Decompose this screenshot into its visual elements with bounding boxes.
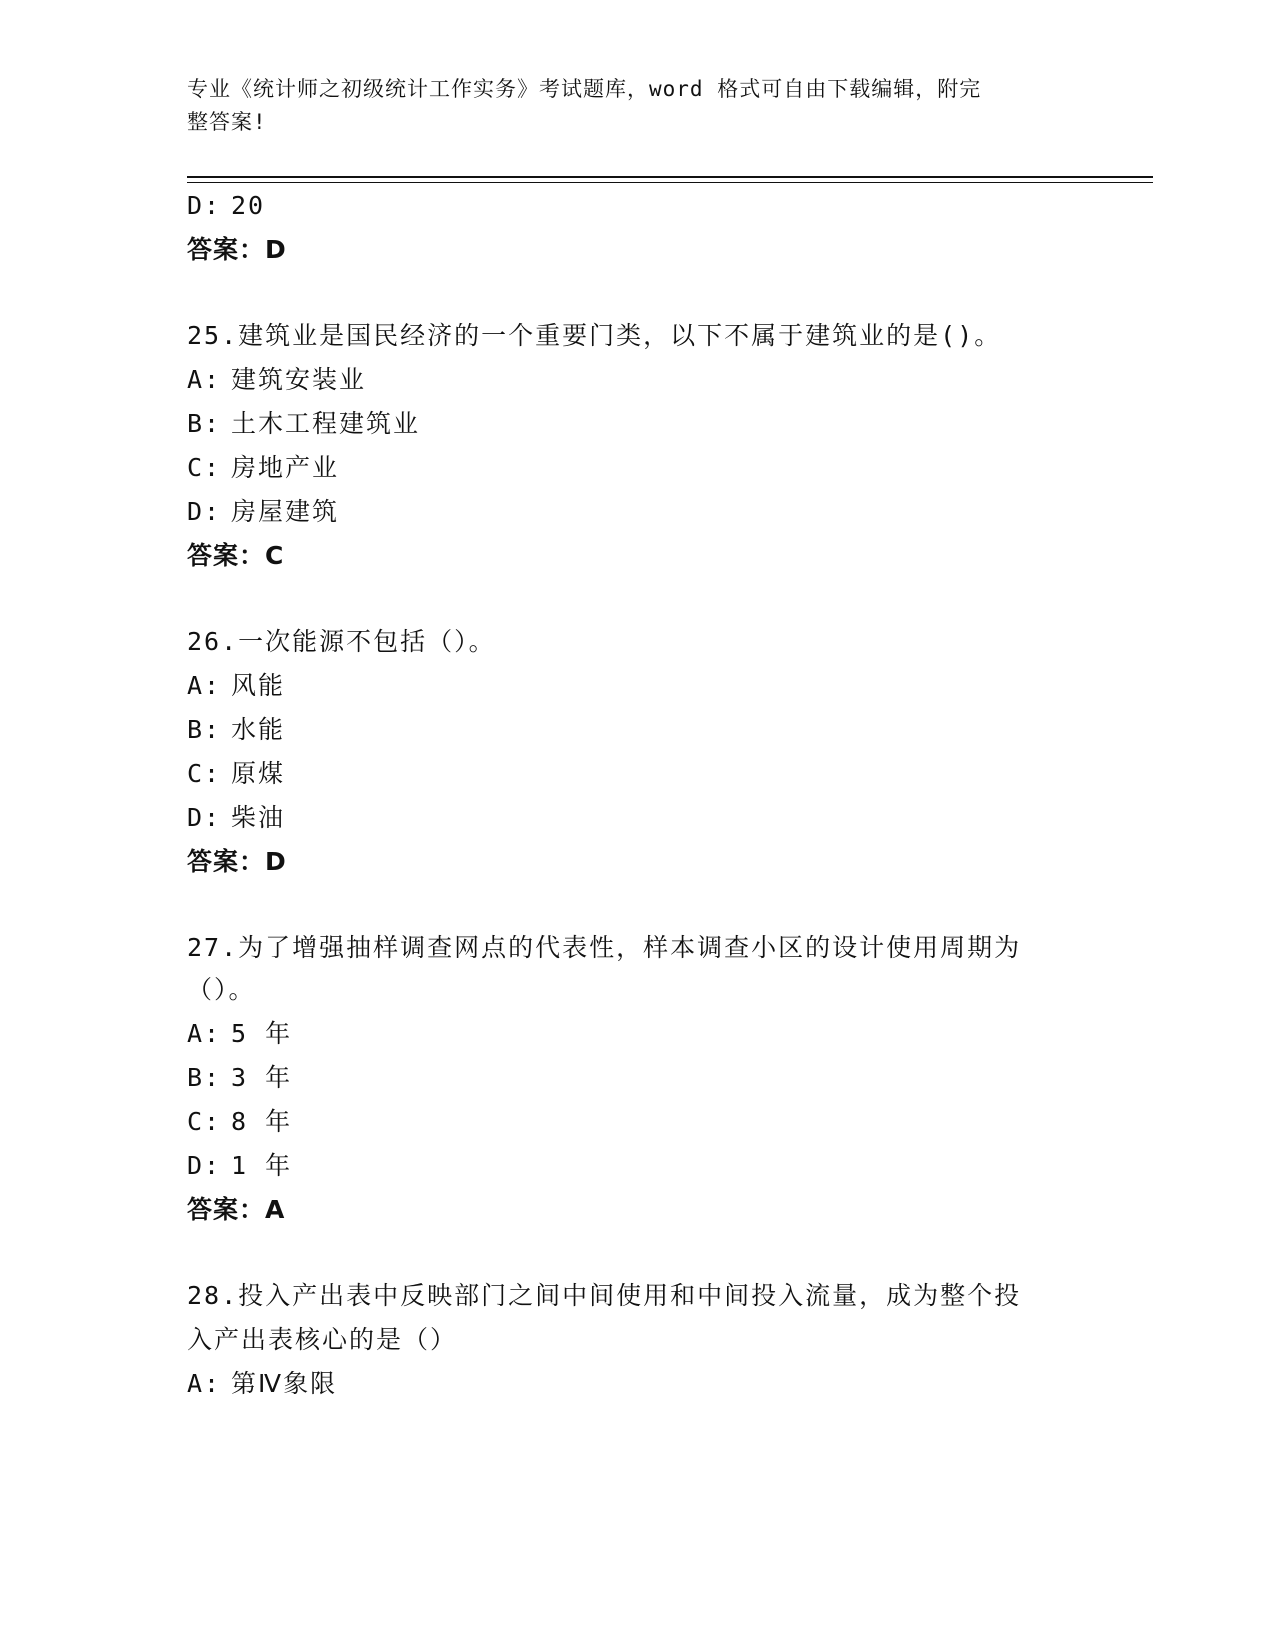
answer-value: D (265, 235, 287, 264)
option-text: 土木工程建筑业 (231, 409, 421, 438)
answer-value: A (265, 1195, 286, 1224)
answer-prefix: 答案： (187, 1195, 266, 1224)
question-26-answer (187, 844, 287, 880)
question-27-option-d (187, 1148, 292, 1184)
question-25-option-d (187, 494, 339, 530)
answer-value: D (265, 847, 287, 876)
header-divider-thick (187, 176, 1153, 178)
option-label: A: (187, 1369, 222, 1398)
carry-over-option-d (187, 188, 265, 224)
question-28-option-a (187, 1366, 337, 1402)
header-line-1: 专业《统计师之初级统计工作实务》考试题库，word 格式可自由下载编辑，附完 (187, 77, 982, 101)
question-27-stem: 27.为了增强抽样调查网点的代表性，样本调查小区的设计使用周期为 (187, 933, 1022, 962)
question-26-option-c (187, 756, 285, 792)
option-text: 1 年 (231, 1151, 293, 1180)
header-divider-thin (187, 182, 1153, 183)
option-text: 原煤 (231, 759, 286, 788)
option-text: 第Ⅳ象限 (231, 1369, 338, 1398)
answer-prefix: 答案： (187, 541, 266, 570)
option-text: 5 年 (231, 1019, 293, 1048)
question-25-option-a (187, 362, 366, 398)
option-label: D: (187, 191, 222, 220)
option-text: 建筑安装业 (231, 365, 367, 394)
question-27-option-c (187, 1104, 292, 1140)
option-text: 20 (231, 191, 266, 220)
question-26-option-a (187, 668, 285, 704)
question-27-stem-continued: （）。 (187, 975, 256, 1004)
question-26-stem: 26.一次能源不包括（）。 (187, 627, 496, 656)
question-28-stem-continued: 入产出表核心的是（） (187, 1325, 458, 1354)
answer-prefix: 答案： (187, 847, 266, 876)
option-text: 风能 (231, 671, 286, 700)
option-label: B: (187, 409, 222, 438)
header-line-2: 整答案! (187, 110, 267, 134)
option-label: C: (187, 759, 222, 788)
question-27-answer (187, 1192, 285, 1228)
question-25-option-b (187, 406, 420, 442)
question-27-option-b (187, 1060, 292, 1096)
option-text: 柴油 (231, 803, 286, 832)
question-26-option-d (187, 800, 285, 836)
option-text: 水能 (231, 715, 286, 744)
question-28-stem: 28.投入产出表中反映部门之间中间使用和中间投入流量，成为整个投 (187, 1281, 1022, 1310)
option-label: D: (187, 497, 222, 526)
page-header (187, 73, 1067, 139)
question-25-option-c (187, 450, 339, 486)
option-text: 房地产业 (231, 453, 340, 482)
answer-value: C (265, 541, 285, 570)
question-27-option-a (187, 1016, 292, 1052)
carry-over-answer (187, 232, 287, 268)
answer-prefix: 答案： (187, 235, 266, 264)
option-text: 8 年 (231, 1107, 293, 1136)
option-text: 3 年 (231, 1063, 293, 1092)
option-label: B: (187, 715, 222, 744)
option-label: A: (187, 365, 222, 394)
option-label: A: (187, 671, 222, 700)
option-label: D: (187, 1151, 222, 1180)
option-label: D: (187, 803, 222, 832)
question-25-answer (187, 538, 284, 574)
option-label: B: (187, 1063, 222, 1092)
question-26-option-b (187, 712, 285, 748)
option-label: C: (187, 453, 222, 482)
option-text: 房屋建筑 (231, 497, 340, 526)
option-label: A: (187, 1019, 222, 1048)
option-label: C: (187, 1107, 222, 1136)
question-25-stem: 25.建筑业是国民经济的一个重要门类，以下不属于建筑业的是()。 (187, 321, 1002, 350)
